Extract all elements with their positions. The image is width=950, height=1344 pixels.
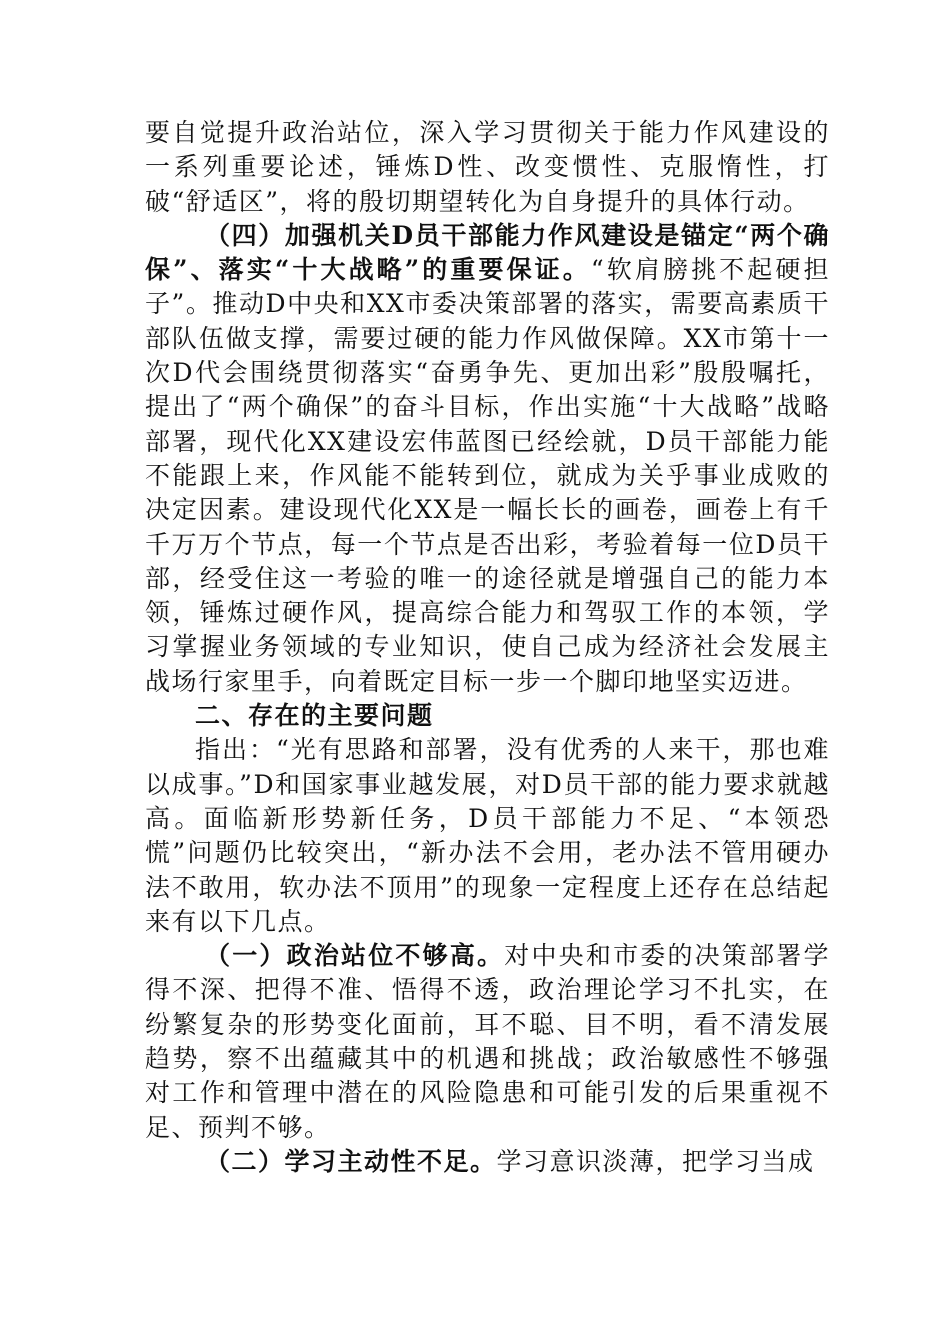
paragraph-text: 指出：“光有思路和部署，没有优秀的人来干，那也难以成事。”D和国家事业越发展，对D员干部的能力要求就越高。面临新形势新任务，D员干部能力不足、“本领恐慌”问题仍比较突出，“新办法不会用，老办法不管用硬办法不敢用，软办法不顶用”的现象一定程度上还存在总结起来有以下几点。: [145, 735, 830, 936]
problem-one-lead: （一）政治站位不够高。: [205, 941, 505, 971]
paragraph-problem-two: [145, 1145, 830, 1179]
document-page: [145, 116, 830, 1179]
section-heading-problems: 二、存在的主要问题: [195, 701, 434, 731]
problem-two-lead: （二）学习主动性不足。: [205, 1146, 497, 1176]
paragraph-text: 要自觉提升政治站位，深入学习贯彻关于能力作风建设的一系列重要论述，锤炼D性、改变惯性、克服惰性，打破“舒适区”，将的殷切期望转化为自身提升的具体行动。: [145, 118, 830, 216]
section-four-body: “软肩膀挑不起硬担子”。推动D中央和XX市委决策部署的落实，需要高素质干部队伍做支撑，需要过硬的能力作风做保障。XX市第十一次D代会围绕贯彻落实“奋勇争先、更加出彩”殷殷嘱托，提出了“两个确保”的奋斗目标，作出实施“十大战略”战略部署，现代化XX建设宏伟蓝图已经绘就，D员干部能力能不能跟上来，作风能不能转到位，就成为关乎事业成败的决定因素。建设现代化XX是一幅长长的画卷，画卷上有千千万万个节点，每一个节点是否出彩，考验着每一位D员干部，经受住这一考验的唯一的途径就是增强自己的能力本领，锤炼过硬作风，提高综合能力和驾驭工作的本领，学习掌握业务领域的专业知识，使自己成为经济社会发展主战场行家里手，向着既定目标一步一个脚印地坚实迈进。: [145, 255, 830, 696]
paragraph-problem-one: [145, 939, 830, 1145]
problem-two-body: 学习意识淡薄，把学习当成: [496, 1146, 815, 1176]
paragraph-section-four: [145, 219, 830, 699]
paragraph-problems-intro: [145, 733, 830, 939]
section-four-lead: （四）加强机关D员干部能力作风建设是锚定“两个确保”、落实“十大战略”的重要保证。: [145, 220, 830, 285]
problem-one-body: 对中央和市委的决策部署学得不深、把得不准、悟得不透，政治理论学习不扎实，在纷繁复杂的形势变化面前，耳不聪、目不明，看不清发展趋势，察不出蕴藏其中的机遇和挑战；政治敏感性不够强对工作和管理中潜在的风险隐患和可能引发的后果重视不足、预判不够。: [145, 941, 830, 1142]
paragraph-continuation: [145, 116, 830, 219]
